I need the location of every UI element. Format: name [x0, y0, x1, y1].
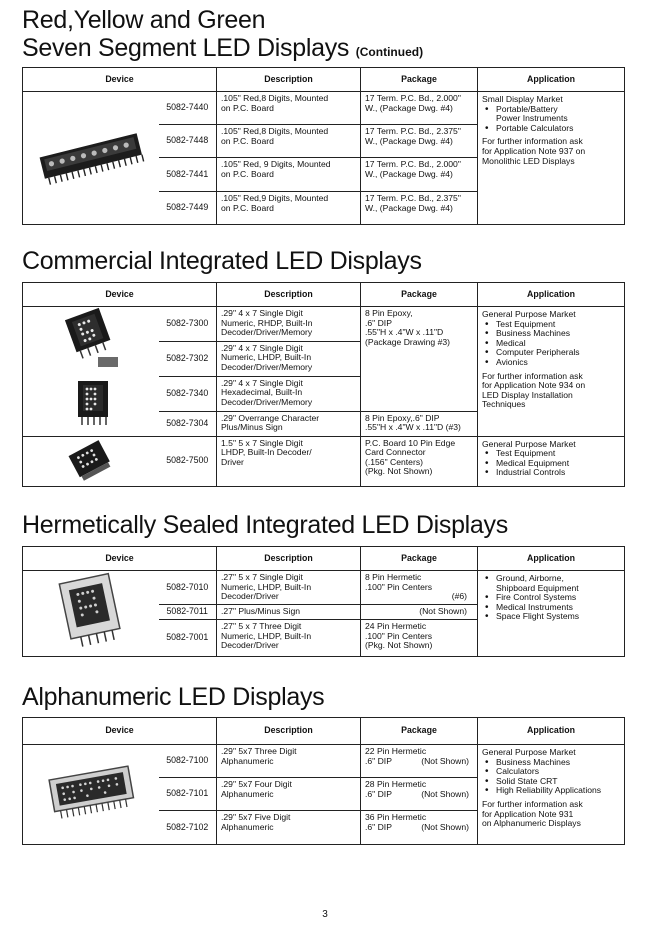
- device-image-cell: [23, 307, 159, 437]
- application-cell: [478, 571, 625, 657]
- application-cell: [478, 745, 625, 845]
- description-cell: .105" Red, 9 Digits, Mounted on P.C. Board: [217, 158, 361, 192]
- commercial-table: [22, 282, 625, 487]
- application-title: General Purpose Market: [482, 438, 576, 449]
- application-bullet: • Industrial Controls: [482, 468, 620, 478]
- part-number: 5082-7300: [159, 307, 217, 342]
- application-bullet: • Medical Instruments: [482, 603, 620, 613]
- column-header-device: Device: [23, 68, 217, 92]
- application-bullet: • Medical: [482, 339, 620, 349]
- column-header-application: Application: [478, 718, 625, 745]
- application-note: For further information ask for Application Note 937 on Monolithic LED Displays: [482, 136, 586, 166]
- description-cell: .27" Plus/Minus Sign: [217, 605, 361, 620]
- package-cell: [361, 811, 478, 845]
- application-cell: [478, 436, 625, 486]
- package-cell: [361, 778, 478, 811]
- application-bullet: • Ground, Airborne, Shipboard Equipment: [482, 574, 620, 593]
- package-cell: P.C. Board 10 Pin Edge Card Connector (.156" Centers) (Pkg. Not Shown): [361, 436, 478, 486]
- column-header-description: Description: [217, 547, 361, 571]
- package-cell: 17 Term. P.C. Bd., 2.375" W., (Package Dwg. #4): [361, 192, 478, 225]
- description-cell: .29" 4 x 7 Single Digit Numeric, LHDP, Built-In Decoder/Driver/Memory: [217, 341, 361, 376]
- hermetic-display-image: [51, 572, 131, 652]
- application-cell: [478, 307, 625, 437]
- section-title-hermetic: Hermetically Sealed Integrated LED Displays: [22, 511, 508, 539]
- package-dip: .6" DIP: [365, 788, 392, 799]
- column-header-device: Device: [23, 283, 217, 307]
- application-bullet: • Computer Peripherals: [482, 348, 620, 358]
- column-header-package: Package: [361, 68, 478, 92]
- seven-segment-table: [22, 67, 625, 225]
- column-header-package: Package: [361, 547, 478, 571]
- package-cell: 24 Pin Hermetic .100" Pin Centers (Pkg. Not Shown): [361, 620, 478, 657]
- device-image-cell: [23, 92, 159, 225]
- package-note: (Not Shown): [421, 755, 469, 766]
- part-number: 5082-7440: [159, 92, 217, 125]
- column-header-device: Device: [23, 547, 217, 571]
- part-number: 5082-7100: [159, 745, 217, 778]
- application-bullet: • High Reliability Applications: [482, 786, 620, 796]
- part-number: 5082-7441: [159, 158, 217, 192]
- package-cell: [361, 745, 478, 778]
- column-header-application: Application: [478, 547, 625, 571]
- column-header-description: Description: [217, 68, 361, 92]
- package-dip: .6" DIP: [365, 821, 392, 832]
- column-header-package: Package: [361, 718, 478, 745]
- package-line: 22 Pin Hermetic: [365, 746, 427, 756]
- section-title-text: Seven Segment LED Displays: [22, 34, 350, 62]
- section-title-alphanumeric: Alphanumeric LED Displays: [22, 683, 325, 711]
- part-number: 5082-7011: [159, 605, 217, 620]
- part-number: 5082-7001: [159, 620, 217, 657]
- application-bullet: • Portable/Battery Power Instruments: [482, 105, 620, 124]
- description-cell: .29" Overrange Character Plus/Minus Sign: [217, 411, 361, 436]
- application-bullet: • Test Equipment: [482, 449, 620, 459]
- description-cell: .105" Red,8 Digits, Mounted on P.C. Board: [217, 92, 361, 125]
- application-bullet: • Space Flight Systems: [482, 612, 620, 622]
- column-header-device: Device: [23, 718, 217, 745]
- section-title-commercial: Commercial Integrated LED Displays: [22, 247, 422, 275]
- application-bullet: • Calculators: [482, 767, 620, 777]
- package-cell: 8 Pin Epoxy,.6" DIP .55"H x .4"W x .11"D (#3): [361, 411, 478, 436]
- package-cell: [361, 571, 478, 605]
- application-bullet: • Business Machines: [482, 329, 620, 339]
- large-display-image: [61, 438, 121, 482]
- package-text: 8 Pin Hermetic .100" Pin Centers: [365, 572, 433, 592]
- pcb-display-image: [35, 127, 147, 187]
- description-cell: .105" Red,9 Digits, Mounted on P.C. Board: [217, 192, 361, 225]
- device-image-cell: [23, 436, 159, 486]
- application-title: Small Display Market: [482, 94, 563, 104]
- table-row: [23, 571, 625, 605]
- application-title: General Purpose Market: [482, 309, 576, 319]
- dip-display-images: [36, 307, 146, 433]
- application-bullet: • Portable Calculators: [482, 124, 620, 134]
- column-header-description: Description: [217, 718, 361, 745]
- application-bullet: • Avionics: [482, 358, 620, 368]
- application-bullet: • Fire Control Systems: [482, 593, 620, 603]
- package-note: (Not Shown): [421, 788, 469, 799]
- part-number: 5082-7102: [159, 811, 217, 845]
- table-row: [23, 307, 625, 342]
- column-header-package: Package: [361, 283, 478, 307]
- package-line: [365, 757, 473, 767]
- application-bullet: • Medical Equipment: [482, 459, 620, 469]
- part-number: 5082-7500: [159, 436, 217, 486]
- application-title: General Purpose Market: [482, 747, 576, 757]
- package-dip: .6" DIP: [365, 755, 392, 766]
- column-header-application: Application: [478, 283, 625, 307]
- part-number: 5082-7340: [159, 376, 217, 411]
- package-line: [365, 823, 473, 833]
- device-image-cell: [23, 745, 159, 845]
- section-title-seven-segment-line1: Red,Yellow and Green: [22, 6, 266, 34]
- description-cell: .29" 5x7 Three Digit Alphanumeric: [217, 745, 361, 778]
- application-note: For further information ask for Application Note 934 on LED Display Installation Techniques: [482, 370, 586, 410]
- package-cell: 17 Term. P.C. Bd., 2.375" W., (Package Dwg. #4): [361, 125, 478, 158]
- alphanumeric-table: [22, 717, 625, 845]
- package-text: (Not Shown): [419, 606, 467, 616]
- column-header-description: Description: [217, 283, 361, 307]
- application-bullet: • Test Equipment: [482, 320, 620, 330]
- package-cell: 17 Term. P.C. Bd., 2.000" W., (Package Dwg. #4): [361, 92, 478, 125]
- table-row: [23, 745, 625, 778]
- section-title-continued: (Continued): [355, 45, 424, 59]
- part-number: 5082-7101: [159, 778, 217, 811]
- description-cell: .105" Red,8 Digits, Mounted on P.C. Board: [217, 125, 361, 158]
- package-line: [365, 790, 473, 800]
- part-number: 5082-7010: [159, 571, 217, 605]
- page-number: 3: [322, 909, 328, 920]
- description-cell: .27" 5 x 7 Single Digit Numeric, LHDP, Built-In Decoder/Driver: [217, 571, 361, 605]
- package-cell: [361, 605, 478, 620]
- package-cell: 17 Term. P.C. Bd., 2.000" W., (Package Dwg. #4): [361, 158, 478, 192]
- table-row: [23, 92, 625, 125]
- part-number: 5082-7304: [159, 411, 217, 436]
- description-cell: 1.5" 5 x 7 Single Digit LHDP, Built-In Decoder/ Driver: [217, 436, 361, 486]
- part-number: 5082-7302: [159, 341, 217, 376]
- description-cell: .29" 4 x 7 Single Digit Numeric, RHDP, Built-In Decoder/Driver/Memory: [217, 307, 361, 342]
- section-title-seven-segment-line2: [22, 35, 423, 66]
- package-cell: 8 Pin Epoxy, .6" DIP .55"H x .4"W x .11"D (Package Drawing #3): [361, 307, 478, 412]
- device-image-cell: [23, 571, 159, 657]
- application-bullet: • Solid State CRT: [482, 777, 620, 787]
- part-number: 5082-7448: [159, 125, 217, 158]
- column-header-application: Application: [478, 68, 625, 92]
- application-cell: [478, 92, 625, 225]
- package-line: 36 Pin Hermetic: [365, 812, 427, 822]
- application-bullet: • Business Machines: [482, 758, 620, 768]
- table-row: [23, 436, 625, 486]
- description-cell: .29" 5x7 Five Digit Alphanumeric: [217, 811, 361, 845]
- application-note: For further information ask for Application Note 931 on Alphanumeric Displays: [482, 798, 583, 829]
- hermetic-table: [22, 546, 625, 657]
- description-cell: .29" 5x7 Four Digit Alphanumeric: [217, 778, 361, 811]
- description-cell: .29" 4 x 7 Single Digit Hexadecimal, Built-In Decoder/Driver/Memory: [217, 376, 361, 411]
- alphanumeric-display-image: [36, 757, 146, 829]
- part-number: 5082-7449: [159, 192, 217, 225]
- package-line: 28 Pin Hermetic: [365, 779, 427, 789]
- package-ref: (#6): [451, 591, 467, 602]
- description-cell: .27" 5 x 7 Three Digit Numeric, LHDP, Built-In Decoder/Driver: [217, 620, 361, 657]
- package-note: (Not Shown): [421, 821, 469, 832]
